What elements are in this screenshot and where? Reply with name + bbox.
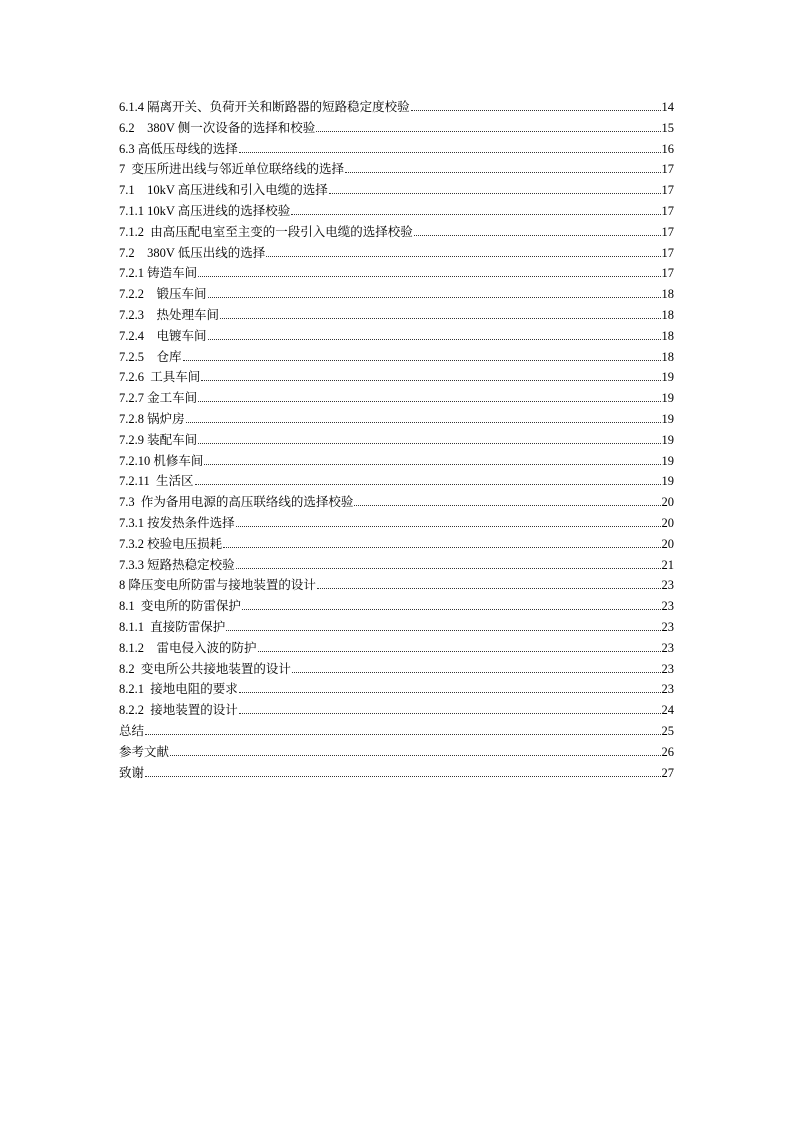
toc-entry-title: 7.2.2 锻压车间	[119, 287, 207, 302]
toc-entry-title: 7.2.11 生活区	[119, 474, 194, 489]
toc-entry-title: 7.2 380V 低压出线的选择	[119, 245, 266, 260]
toc-dot-leader	[258, 651, 661, 652]
toc-entry-title: 致谢	[119, 765, 145, 780]
toc-entry-title: 总结	[119, 723, 145, 738]
toc-entry-page-number: 16	[661, 141, 674, 156]
toc-entry[interactable]	[119, 742, 674, 763]
toc-entry[interactable]	[119, 409, 674, 430]
toc-entry-page-number: 26	[661, 744, 674, 759]
toc-dot-leader	[316, 131, 660, 132]
toc-dot-leader	[201, 380, 660, 381]
toc-entry-title: 8.1.1 直接防雷保护	[119, 619, 226, 634]
toc-entry-title: 7.2.3 热处理车间	[119, 307, 220, 322]
toc-entry-title: 8.1.2 雷电侵入波的防护	[119, 640, 257, 655]
toc-dot-leader	[236, 568, 661, 569]
toc-entry-page-number: 23	[661, 578, 674, 593]
toc-entry[interactable]	[119, 367, 674, 388]
toc-entry[interactable]	[119, 326, 674, 347]
toc-entry-title: 6.2 380V 侧一次设备的选择和校验	[119, 120, 316, 135]
toc-entry-title: 7.2.7 金工车间	[119, 391, 198, 406]
toc-entry-page-number: 19	[661, 432, 674, 447]
toc-entry[interactable]	[119, 201, 674, 222]
toc-entry[interactable]	[119, 139, 674, 160]
toc-entry[interactable]	[119, 284, 674, 305]
toc-dot-leader	[186, 422, 661, 423]
toc-dot-leader	[414, 235, 661, 236]
toc-entry[interactable]	[119, 596, 674, 617]
toc-dot-leader	[242, 609, 661, 610]
toc-entry-page-number: 19	[661, 391, 674, 406]
toc-entry-title: 8 降压变电所防雷与接地装置的设计	[119, 578, 316, 593]
toc-entry[interactable]	[119, 679, 674, 700]
toc-entry-page-number: 20	[661, 515, 674, 530]
toc-dot-leader	[239, 713, 661, 714]
toc-dot-leader	[329, 193, 661, 194]
toc-entry-title: 8.2 变电所公共接地装置的设计	[119, 661, 291, 676]
toc-entry[interactable]	[119, 222, 674, 243]
toc-dot-leader	[291, 214, 660, 215]
toc-entry-title: 7.2.9 装配车间	[119, 432, 198, 447]
table-of-contents	[119, 97, 674, 783]
toc-entry-page-number: 19	[661, 474, 674, 489]
toc-dot-leader	[198, 443, 660, 444]
toc-entry[interactable]	[119, 243, 674, 264]
toc-entry-title: 7.2.1 铸造车间	[119, 266, 198, 281]
toc-entry-page-number: 15	[661, 120, 674, 135]
toc-dot-leader	[198, 276, 660, 277]
toc-dot-leader	[220, 318, 660, 319]
toc-entry-page-number: 17	[661, 266, 674, 281]
toc-dot-leader	[204, 464, 660, 465]
toc-dot-leader	[317, 588, 661, 589]
toc-entry-page-number: 14	[661, 100, 674, 114]
toc-entry-page-number: 23	[661, 640, 674, 655]
toc-entry[interactable]	[119, 305, 674, 326]
toc-entry[interactable]	[119, 638, 674, 659]
toc-entry-title: 7.2.8 锅炉房	[119, 411, 185, 426]
toc-entry[interactable]	[119, 575, 674, 596]
toc-entry-page-number: 27	[661, 765, 674, 780]
toc-entry-title: 8.2.2 接地装置的设计	[119, 703, 238, 718]
toc-entry-page-number: 24	[661, 703, 674, 718]
toc-entry-title: 参考文献	[119, 744, 170, 759]
toc-entry-page-number: 19	[661, 453, 674, 468]
toc-entry-page-number: 23	[661, 619, 674, 634]
toc-entry-title: 7.3.2 校验电压损耗	[119, 536, 223, 551]
toc-entry-title: 7.2.6 工具车间	[119, 370, 201, 385]
toc-entry[interactable]	[119, 513, 674, 534]
toc-dot-leader	[239, 152, 661, 153]
toc-dot-leader	[145, 776, 660, 777]
toc-entry-page-number: 25	[661, 723, 674, 738]
toc-entry-page-number: 23	[661, 661, 674, 676]
toc-entry-title: 7.3 作为备用电源的高压联络线的选择校验	[119, 495, 354, 510]
toc-dot-leader	[145, 734, 660, 735]
toc-entry[interactable]	[119, 118, 674, 139]
toc-dot-leader	[411, 110, 661, 111]
toc-entry[interactable]	[119, 347, 674, 368]
toc-dot-leader	[198, 401, 660, 402]
toc-entry[interactable]	[119, 388, 674, 409]
toc-entry[interactable]	[119, 263, 674, 284]
toc-entry-page-number: 18	[661, 307, 674, 322]
toc-dot-leader	[170, 755, 660, 756]
toc-entry-page-number: 18	[661, 287, 674, 302]
toc-entry-page-number: 18	[661, 349, 674, 364]
toc-entry-title: 7.1.2 由高压配电室至主变的一段引入电缆的选择校验	[119, 224, 413, 239]
toc-entry-title: 7.3.1 按发热条件选择	[119, 515, 235, 530]
toc-entry[interactable]	[119, 180, 674, 201]
toc-entry-title: 7.3.3 短路热稳定校验	[119, 557, 235, 572]
toc-entry-page-number: 17	[661, 203, 674, 218]
toc-entry[interactable]	[119, 700, 674, 721]
toc-entry[interactable]	[119, 492, 674, 513]
toc-entry-title: 6.1.4 隔离开关、负荷开关和断路器的短路稳定度校验	[119, 100, 410, 114]
toc-entry-title: 7.1.1 10kV 高压进线的选择校验	[119, 203, 291, 218]
toc-entry-title: 7 变压所进出线与邻近单位联络线的选择	[119, 162, 345, 177]
toc-entry[interactable]	[119, 659, 674, 680]
toc-dot-leader	[195, 484, 661, 485]
toc-entry-title: 8.1 变电所的防雷保护	[119, 599, 241, 614]
toc-entry-page-number: 20	[661, 536, 674, 551]
toc-entry-title: 6.3 高低压母线的选择	[119, 141, 238, 156]
toc-entry-title: 7.1 10kV 高压进线和引入电缆的选择	[119, 183, 328, 198]
toc-dot-leader	[239, 692, 661, 693]
toc-entry-page-number: 23	[661, 682, 674, 697]
toc-entry-page-number: 23	[661, 599, 674, 614]
toc-dot-leader	[292, 672, 661, 673]
toc-entry-page-number: 20	[661, 495, 674, 510]
toc-entry[interactable]	[119, 471, 674, 492]
toc-entry-page-number: 17	[661, 162, 674, 177]
toc-entry[interactable]	[119, 159, 674, 180]
toc-entry-page-number: 21	[661, 557, 674, 572]
toc-entry-page-number: 19	[661, 411, 674, 426]
toc-entry[interactable]	[119, 430, 674, 451]
toc-dot-leader	[236, 526, 661, 527]
toc-dot-leader	[266, 256, 660, 257]
toc-dot-leader	[354, 505, 660, 506]
toc-dot-leader	[183, 360, 661, 361]
toc-entry-page-number: 18	[661, 328, 674, 343]
toc-entry[interactable]	[119, 555, 674, 576]
toc-entry-title: 7.2.5 仓库	[119, 349, 182, 364]
toc-dot-leader	[226, 630, 660, 631]
toc-entry[interactable]	[119, 617, 674, 638]
toc-dot-leader	[208, 297, 661, 298]
toc-dot-leader	[208, 339, 661, 340]
toc-entry-page-number: 17	[661, 224, 674, 239]
toc-entry-title: 7.2.4 电镀车间	[119, 328, 207, 343]
toc-entry-title: 8.2.1 接地电阻的要求	[119, 682, 238, 697]
toc-entry[interactable]	[119, 451, 674, 472]
toc-entry-page-number: 17	[661, 245, 674, 260]
toc-entry-page-number: 17	[661, 183, 674, 198]
toc-entry[interactable]	[119, 97, 674, 118]
toc-entry[interactable]	[119, 763, 674, 784]
toc-dot-leader	[345, 172, 660, 173]
toc-dot-leader	[223, 547, 660, 548]
toc-entry[interactable]	[119, 534, 674, 555]
toc-entry-page-number: 19	[661, 370, 674, 385]
toc-entry[interactable]	[119, 721, 674, 742]
toc-entry-title: 7.2.10 机修车间	[119, 453, 204, 468]
